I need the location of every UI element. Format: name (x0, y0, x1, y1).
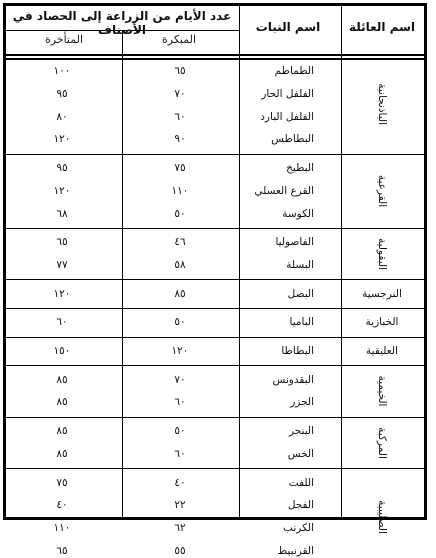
group-divider (6, 365, 424, 366)
plant-name-cell: القرنبيط (277, 544, 314, 557)
late-days-cell: ٨٥ (56, 396, 68, 409)
early-days-cell: ٥٠ (174, 316, 186, 329)
plant-name-cell: الطماطم (274, 65, 314, 78)
early-days-cell: ٧٠ (174, 373, 186, 386)
early-days-cell: ٤٦ (174, 236, 186, 249)
family-name-header: اسم العائلة (348, 20, 416, 34)
plant-name-cell: الفجل (287, 499, 314, 512)
group-divider (6, 279, 424, 280)
late-days-cell: ٧٧ (56, 258, 68, 271)
early-days-cell: ٥٠ (174, 207, 186, 220)
early-days-cell: ١٢٠ (171, 345, 189, 358)
early-days-cell: ٥٥ (174, 544, 186, 557)
plant-name-cell: الفلفل البارد (260, 110, 314, 123)
late-days-cell: ١٢٠ (53, 184, 71, 197)
header-separator (6, 54, 424, 60)
late-days-cell: ٩٥ (56, 88, 68, 101)
family-name-cell: القرعية (376, 174, 388, 207)
late-days-cell: ١٥٠ (53, 345, 71, 358)
plant-name-cell: البقدونس (272, 373, 314, 386)
group-divider (6, 417, 424, 418)
plant-name-cell: البنجر (288, 425, 314, 438)
late-days-cell: ٤٠ (56, 499, 68, 512)
late-days-cell: ٨٥ (56, 447, 68, 460)
late-days-cell: ٨٠ (56, 110, 68, 123)
plant-name-cell: البطاطس (271, 133, 314, 146)
family-name-cell: البقولية (376, 237, 388, 270)
col-divider-late-early (122, 30, 123, 517)
group-divider (6, 337, 424, 338)
family-name-cell: الصليبية (376, 499, 388, 534)
late-days-cell: ٦٨ (56, 207, 68, 220)
late-days-cell: ١١٠ (53, 521, 71, 534)
early-days-cell: ٤٠ (174, 476, 186, 489)
early-days-cell: ٦٠ (174, 110, 186, 123)
plant-name-cell: الخس (287, 447, 314, 460)
late-days-cell: ٦٠ (56, 316, 68, 329)
plant-name-cell: اللفت (288, 476, 314, 489)
early-days-cell: ٦٥ (174, 65, 186, 78)
early-days-cell: ٥٨ (174, 258, 186, 271)
plant-name-cell: البسلة (286, 258, 314, 271)
plant-name-cell: الفاصوليا (275, 236, 314, 249)
late-days-cell: ٩٥ (56, 162, 68, 175)
late-days-cell: ٦٥ (56, 236, 68, 249)
plant-name-cell: القرع العسلي (254, 184, 314, 197)
early-days-cell: ٧٠ (174, 88, 186, 101)
late-days-cell: ٦٥ (56, 544, 68, 557)
early-days-cell: ٨٥ (174, 287, 186, 300)
late-days-cell: ١٠٠ (53, 65, 71, 78)
early-days-cell: ٦٠ (174, 396, 186, 409)
plant-name-cell: الكرنب (283, 521, 314, 534)
days-header: عدد الأيام من الزراعة إلى الحصاد في الأصناف (12, 9, 232, 37)
family-name-cell: المركبة (376, 426, 388, 459)
group-divider (6, 468, 424, 469)
col-divider-plant-family (341, 6, 342, 517)
plant-name-cell: البطيخ (286, 162, 314, 175)
plant-name-cell: الفلفل الحار (261, 88, 314, 101)
early-days-cell: ٧٥ (174, 162, 186, 175)
late-days-cell: ٧٥ (56, 476, 68, 489)
group-divider (6, 308, 424, 309)
early-days-cell: ٦٠ (174, 447, 186, 460)
plant-name-cell: الجزر (290, 396, 314, 409)
late-days-cell: ١٢٠ (53, 133, 71, 146)
plant-name-header: اسم النبات (255, 20, 321, 34)
plant-name-cell: البطاطا (281, 345, 314, 358)
plant-name-cell: البصل (287, 287, 314, 300)
family-name-cell: النرجسية (362, 287, 402, 300)
early-days-cell: ٩٠ (174, 133, 186, 146)
late-days-cell: ١٢٠ (53, 287, 71, 300)
family-name-cell: الخبازية (365, 316, 399, 329)
early-days-cell: ٢٢ (174, 499, 186, 512)
plant-name-cell: الباميا (289, 316, 314, 329)
group-divider (6, 228, 424, 229)
plant-name-cell: الكوسة (282, 207, 314, 220)
family-name-cell: الخيمية (376, 375, 388, 407)
family-name-cell: العليقية (366, 345, 398, 358)
group-divider (6, 154, 424, 155)
early-days-cell: ٥٠ (174, 425, 186, 438)
late-header: المتأخرة (44, 33, 84, 46)
late-days-cell: ٨٥ (56, 425, 68, 438)
family-name-cell: الباذنجانية (376, 83, 388, 126)
early-days-cell: ٦٢ (174, 521, 186, 534)
late-days-cell: ٨٥ (56, 373, 68, 386)
early-header: المبكرة (162, 33, 196, 46)
early-days-cell: ١١٠ (171, 184, 189, 197)
